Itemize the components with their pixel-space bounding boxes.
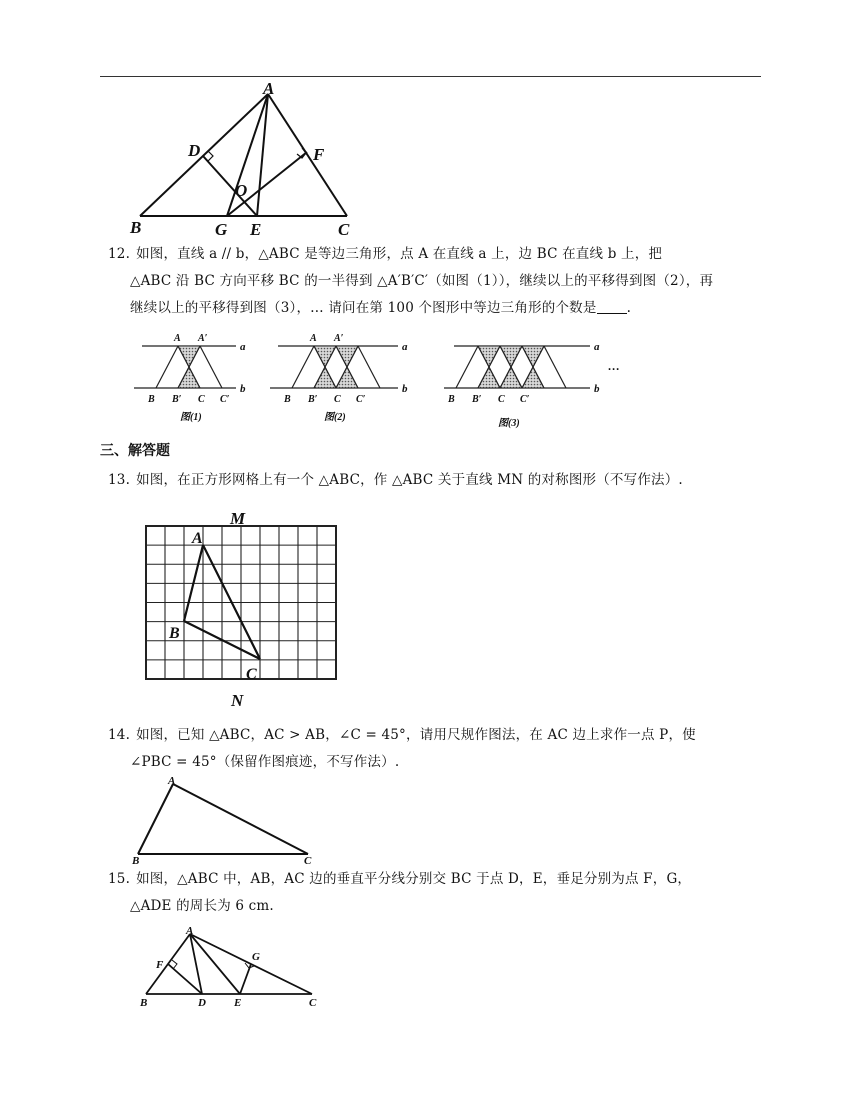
question-number: 12. [108, 246, 131, 262]
svg-text:C′: C′ [220, 394, 230, 405]
svg-text:A′: A′ [334, 333, 344, 344]
question-text-line-3: 继续以上的平移得到图（3），… 请问在第 100 个图形中等边三角形的个数是 [130, 300, 597, 316]
label-c: C [309, 997, 317, 1009]
label-d: D [198, 997, 206, 1009]
question-14: 14. 如图，已知 △ABC，AC > AB，∠C = 45°，请用尺规作图法，在 AC 边上求作一点 P，使 ∠PBC = 45°（保留作图痕迹，不写作法）. [108, 722, 763, 776]
svg-text:B: B [284, 394, 291, 405]
svg-text:B: B [448, 394, 455, 405]
svg-text:A′: A′ [198, 333, 208, 344]
figure-triangle-q14 [128, 774, 324, 866]
label-c: C [246, 666, 257, 683]
label-g: G [252, 951, 260, 963]
svg-text:b: b [594, 383, 600, 395]
label-b: B [132, 855, 140, 866]
figure-translation-sequence [128, 326, 628, 430]
label-e: E [250, 220, 262, 238]
question-text-line-1: 如图，已知 △ABC，AC > AB，∠C = 45°，请用尺规作图法，在 AC 边上求作一点 P，使 [136, 727, 696, 743]
svg-text:a: a [402, 341, 408, 353]
label-g: G [215, 220, 228, 238]
line-b-label-1: b [240, 383, 246, 395]
caption-fig-1: 图(1) [180, 412, 202, 423]
ellipsis: … [608, 359, 620, 373]
label-c: C [338, 220, 350, 238]
caption-fig-3: 图(3) [498, 418, 520, 429]
label-a: A [263, 80, 275, 98]
label-b: B [140, 997, 148, 1009]
label-o: O [235, 181, 248, 200]
label-a: A [186, 925, 194, 937]
figure-triangle-q15 [132, 922, 328, 1012]
question-text-line-2: △ADE 的周长为 6 cm. [130, 898, 274, 914]
figure-triangle-abc-q11 [125, 80, 365, 238]
label-f: F [313, 145, 325, 164]
label-n: N [231, 691, 244, 710]
question-13: 13. 如图，在正方形网格上有一个 △ABC，作 △ABC 关于直线 MN 的对称图形（不写作法）. [108, 472, 683, 488]
label-a: A [168, 775, 176, 787]
svg-text:b: b [402, 383, 408, 395]
caption-fig-2: 图(2) [324, 412, 346, 423]
svg-text:B′: B′ [472, 394, 482, 405]
svg-text:B′: B′ [308, 394, 318, 405]
svg-text:C: C [498, 394, 505, 405]
svg-text:a: a [594, 341, 600, 353]
svg-text:A: A [174, 333, 181, 344]
label-f: F [156, 959, 164, 971]
question-text-line-2: △ABC 沿 BC 方向平移 BC 的一半得到 △A′B′C′（如图（1）），继续以上的平移得到图（2），再 [130, 273, 714, 289]
line-a-label-1: a [240, 341, 246, 353]
figure-grid-triangle [134, 506, 354, 712]
question-text-line-1: 如图，直线 a // b，△ABC 是等边三角形，点 A 在直线 a 上，边 BC 在直线 b 上，把 [136, 246, 663, 262]
label-b: B [169, 625, 180, 642]
label-a: A [192, 530, 203, 547]
label-c: C [304, 855, 312, 866]
question-12: 12. 如图，直线 a // b，△ABC 是等边三角形，点 A 在直线 a 上，边 BC 在直线 b 上，把 △ABC 沿 BC 方向平移 BC 的一半得到 △A′B′C′（如图（1）），继续以上的平移得到图（2），再 继续以上的平移得到图（3），… 请问在第 100 个图形中等边三角形的个数是 . [108, 241, 763, 322]
question-text-line-1: 如图，△ABC 中，AB，AC 边的垂直平分线分别交 BC 于点 D，E，垂足分别为点 F，G， [136, 871, 692, 887]
svg-text:C: C [334, 394, 341, 405]
label-m: M [230, 509, 246, 528]
question-text-line-2: ∠PBC = 45°（保留作图痕迹，不写作法）. [130, 754, 400, 770]
svg-text:B′: B′ [172, 394, 182, 405]
svg-text:C′: C′ [356, 394, 366, 405]
svg-text:C′: C′ [520, 394, 530, 405]
question-text: 如图，在正方形网格上有一个 △ABC，作 △ABC 关于直线 MN 的对称图形（不写作法）. [136, 472, 683, 488]
question-15: 15. 如图，△ABC 中，AB，AC 边的垂直平分线分别交 BC 于点 D，E，垂足分别为点 F，G， △ADE 的周长为 6 cm. [108, 866, 763, 920]
svg-text:B: B [148, 394, 155, 405]
label-d: D [188, 141, 201, 160]
header-rule [100, 76, 761, 77]
answer-blank[interactable] [597, 299, 627, 314]
label-e: E [234, 997, 242, 1009]
svg-text:A: A [310, 333, 317, 344]
label-b: B [130, 218, 142, 237]
svg-text:C: C [198, 394, 205, 405]
section-title: 三、解答题 [100, 443, 170, 459]
